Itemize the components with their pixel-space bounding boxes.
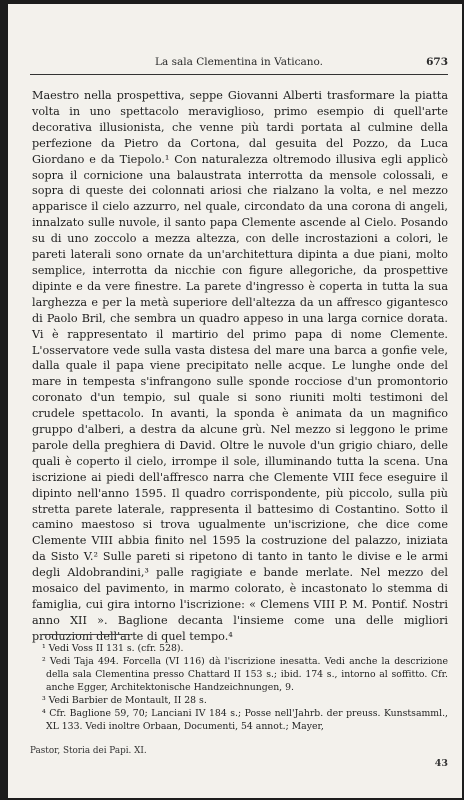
- footnote-2: ² Vedi Taja 494. Forcella (VI 116) dà l'iscrizione inesatta. Vedi anche la descrizione della sala Clementina presso Chattard II 153 s.; ibid. 174 s., intorno al soffitto. Cfr. anche Egger, Architektonische Handzeichnungen, 9.: [42, 656, 448, 693]
- footer-running-title: Pastor, Storia dei Papi. XI.: [30, 746, 147, 756]
- body-paragraph: Maestro nella prospettiva, seppe Giovanni Alberti trasformare la piatta volta in uno spettacolo meraviglioso, primo esempio di quell'arte decorativa illusionista, che venne più tardi portata al culmine della perfezione da Pietro da Cortona, dal gesuita del Pozzo, da Luca Giordano e da Tiepolo.¹ Con naturalezza oltremodo illusiva egli applicò sopra il cornicione una balaustrata interrotta da mensole colossali, e sopra di queste dei colonnati ariosi che rialzano la volta, e nel mezzo apparisce il cielo azzurro, nel quale, circondato da una corona di angeli, innalzato sulle nuvole, il santo papa Clemente ascende al Cielo. Posando su di uno zoccolo a mezza altezza, con delle incrostazioni a colori, le pareti laterali sono ornate da un'architettura dipinta a due piani, molto semplice, interrotta da nicchie con figure allegoriche, da prospettive dipinte e da vere finestre. La parete d'ingresso è coperta in tutta la sua larghezza e per la metà superiore dell'altezza da un affresco gigantesco di Paolo Bril, che sembra un quadro appeso in una larga cornice dorata. Vi è rappresentato il martirio del primo papa di nome Clemente. L'osservatore vede sulla vasta distesa del mare una barca a gonfie vele, dalla quale il papa viene precipitato nelle acque. Le lunghe onde del mare in tempesta s'infrangono sulle sponde rocciose d'un promontorio coronato d'un tempio, sul quale si sono riuniti molti testimoni del crudele spettacolo. In avanti, la sponda è animata da un magnifico gruppo d'alberi, a destra da alcune grù. Nel mezzo si leggono le prime parole della preghiera di David. Oltre le nuvole d'un grigio chiaro, delle quali è coperto il cielo, irrompe il sole, illuminando tutta la scena. Una iscrizione ai piedi dell'affresco narra che Clemente VIII fece eseguire il dipinto nell'anno 1595. Il quadro corrispondente, più piccolo, sulla più stretta parete laterale, rappresenta il battesimo di Costantino. Sotto il camino maestoso si trova ugualmente un'iscrizione, che dice come Clemente VIII abbia finito nel 1595 la costruzione del palazzo, iniziata da Sisto V.² Sulle pareti si ripetono di tanto in tanto le divise e le armi degli Aldobrandini,³ palle ragigiate e bande merlate. Nel mezzo del mosaico del pavimento, in marmo colorato, è incastonato lo stemma di famiglia, cui gira intorno l'iscrizione: « Clemens VIII P. M. Pontif. Nostri anno XII ». Baglione decanta l'insieme come una delle migliori produzioni dell'arte di quel tempo.⁴: [32, 89, 448, 643]
- header-rule: [30, 74, 448, 75]
- page-footer: [30, 746, 448, 769]
- main-text: [32, 88, 448, 645]
- footnote-4: ⁴ Cfr. Baglione 59, 70; Lanciani IV 184 s.; Posse nell'Jahrb. der preuss. Kunstsamml., XL 133. Vedi inoltre Orbaan, Documenti, 54 annot.; Mayer,: [42, 708, 448, 732]
- footnote-rule: [42, 634, 128, 635]
- running-title: La sala Clementina in Vaticano.: [155, 56, 323, 68]
- footnote-1: ¹ Vedi Voss II 131 s. (cfr. 528).: [42, 643, 184, 654]
- footnotes: [30, 642, 448, 733]
- book-page: [8, 4, 462, 798]
- signature-mark: 43: [434, 758, 448, 769]
- running-header: [30, 56, 448, 72]
- page-number: 673: [426, 56, 448, 68]
- footnote-3: ³ Vedi Barbier de Montault, II 28 s.: [42, 695, 207, 706]
